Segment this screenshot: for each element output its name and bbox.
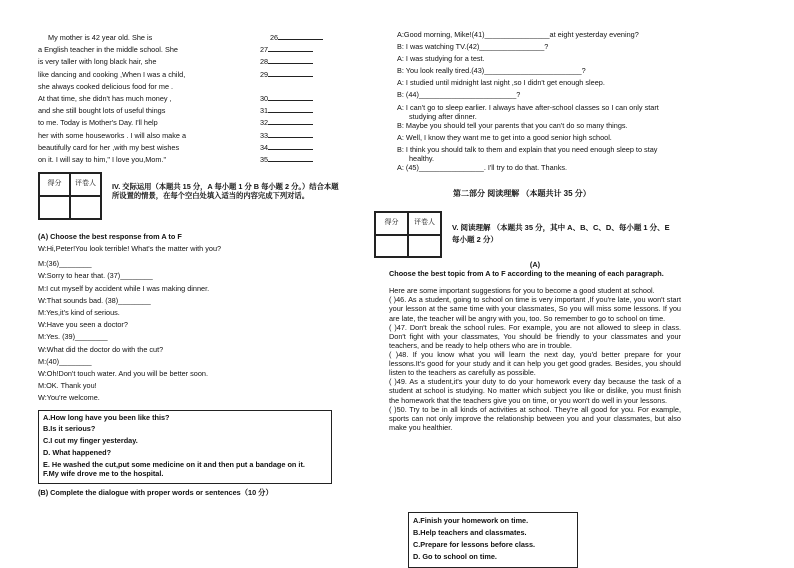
answer-line[interactable]: 32 — [260, 116, 356, 127]
answer-line[interactable]: 35 — [260, 153, 356, 164]
dialog-line: A: Well, I know they want me to get into a good senior high school. — [397, 132, 612, 142]
reading-paragraph[interactable]: ( )47. Don't break the school rules. For example, you are not allowed to sleep in class. Don't fight with your classmates, You should be friendly to your classmates and your teachers, and be ready to help others who are in trouble. — [389, 322, 681, 350]
answer-line[interactable]: 26 — [270, 31, 356, 42]
score-cell[interactable] — [39, 196, 70, 219]
score-label: 得分 — [375, 212, 408, 235]
score-label: 得分 — [39, 173, 70, 196]
dialog-line: A: I studied until midnight last night ,so I didn't get enough sleep. — [397, 78, 605, 88]
reading-a-label: (A) — [529, 260, 541, 269]
section-iv-content — [38, 232, 356, 497]
score-box — [374, 211, 442, 258]
dialog-line: W:You're welcome. — [38, 393, 100, 403]
option-item: D. What happened? — [43, 447, 112, 457]
dialog-line: W:Oh!Don't touch water. And you will be better soon. — [38, 368, 208, 378]
option-item: A.How long have you been like this? — [43, 412, 170, 422]
score-box — [38, 172, 102, 220]
passage-line — [38, 115, 356, 127]
left-column — [38, 30, 356, 164]
passage-line — [38, 91, 356, 103]
grader-cell[interactable] — [70, 196, 101, 219]
section-iv-title: IV. 交际运用（本题共 15 分，A 每小题 1 分 B 每小题 2 分。）结合本题所设置的情景，在每个空白处填入适当的内容完成下列对话。 — [112, 182, 339, 201]
passage-line — [38, 54, 356, 66]
grader-cell[interactable] — [408, 235, 441, 258]
dialog-line[interactable]: M:Yes. (39)________ — [38, 332, 108, 342]
option-item: F.My wife drove me to the hospital. — [43, 468, 164, 478]
option-item: A.Finish your homework on time. — [413, 516, 529, 525]
passage-text: she always cooked delicious food for me . — [38, 81, 174, 91]
reading-intro: Here are some important suggestions for you to become a good student at school. — [389, 286, 655, 296]
option-item: B.Help teachers and classmates. — [413, 528, 527, 537]
score-cell[interactable] — [375, 235, 408, 258]
passage-line — [38, 128, 356, 140]
part-a-heading: (A) Choose the best response from A to F — [38, 232, 182, 241]
dialog-line[interactable]: A:Good morning, Mike!(41)________________at eight yesterday evening? — [397, 30, 639, 39]
passage-text: At that time, she didn't has much money , — [38, 94, 172, 104]
passage-line — [38, 67, 356, 79]
dialog-line: W:What did the doctor do with the cut? — [38, 344, 164, 354]
passage-text: to me. Today is Mother's Day. I'll help — [38, 118, 158, 128]
part-b-heading: (B) Complete the dialogue with proper words or sentences（10 分） — [38, 487, 273, 497]
reading-paragraph[interactable]: ( )48. If you know what you will learn the next day, you'd better prepare for your lessons.It's good for your study and it can help you get good grades. Besides, you should listen to the teachers as carefully as possible. — [389, 349, 681, 378]
dialog-line[interactable]: B: (44)________________________? — [397, 90, 521, 100]
option-item: B.Is it serious? — [43, 424, 96, 434]
answer-line[interactable]: 27 — [260, 43, 356, 54]
answer-line[interactable]: 28 — [260, 55, 356, 66]
option-item: C.Prepare for lessons before class. — [413, 540, 536, 549]
passage-text: beautifully card for her ,with my best wishes — [38, 142, 180, 152]
dialog-line[interactable]: M:(40)________ — [38, 356, 92, 366]
passage-line — [38, 30, 356, 42]
passage-line — [38, 152, 356, 164]
reading-paragraph[interactable]: ( )50. Try to be in all kinds of activities at school. They're all good for you. For example, sports can not only improve the relationship between you and your classmates, but also make you healthier. — [389, 404, 681, 432]
dialog-line: B: I think you should talk to them and explain that you need enough sleep to stay healthy. — [397, 144, 658, 164]
passage-text: on it. I will say to him," I love you,Mom." — [38, 154, 167, 164]
dialog-line: B: Maybe you should tell your parents that you can't do so many things. — [397, 120, 628, 130]
right-column — [397, 30, 680, 175]
dialog-line: M:Yes,it's kind of serious. — [38, 308, 120, 318]
dialog-line[interactable]: W:That sounds bad. (38)________ — [38, 295, 151, 305]
reading-instruction: Choose the best topic from A to F according to the meaning of each paragraph. — [389, 269, 664, 279]
answer-line[interactable]: 30 — [260, 92, 356, 103]
answer-line[interactable]: 33 — [260, 129, 356, 140]
grader-label: 评卷人 — [70, 173, 101, 196]
passage-text: and she still bought lots of useful things — [38, 106, 166, 116]
option-item: C.I cut my finger yesterday. — [43, 436, 138, 446]
dialog-line[interactable]: B: You look really tired.(43)________________________? — [397, 66, 586, 76]
option-item: E. He washed the cut,put some medicine on it and then put a bandage on it. — [43, 459, 305, 469]
part-two-title: 第二部分 阅读理解 （本题共计 35 分） — [453, 189, 591, 198]
passage-text: like dancing and cooking ,When I was a child, — [38, 69, 186, 79]
section-v-content — [389, 260, 681, 432]
passage-line — [38, 79, 356, 91]
passage-block — [38, 30, 356, 164]
options-box — [38, 410, 332, 484]
dialog-line: W:Have you seen a doctor? — [38, 320, 128, 330]
dialog-line: W:Hi,Peter!You look terrible! What's the matter with you? — [38, 244, 222, 254]
dialog-line: A: I can't go to sleep earlier. I always have after-school classes so I can only start studying after dinner. — [397, 102, 659, 121]
dialog-line[interactable]: M:(36)________ — [38, 259, 92, 269]
passage-line — [38, 103, 356, 115]
grader-label: 评卷人 — [408, 212, 441, 235]
reading-paragraph[interactable]: ( )49. As a student,it's your duty to do your homework every day because the task of a student at school is studying. No matter which subject you like or dislike, you must finish the homework that the teachers give you on time, or you won't do well in your lessons. — [389, 377, 681, 405]
option-item: D. Go to school on time. — [413, 552, 497, 561]
reading-paragraph[interactable]: ( )46. As a student, going to school on time is very important ,If you're late, you won't start your lesson at the same time with your classmates, So you will miss some lessons. If you are late, the teacher will be angry with you, too. So remember to go to school on time. — [389, 295, 681, 323]
passage-text: a English teacher in the middle school. She — [38, 45, 178, 55]
section-v-title: V. 阅读理解 （本题共 35 分，其中 A、B、C、D、每小题 1 分、E 每小题 2 分） — [452, 223, 670, 244]
passage-text: is very taller with long black hair, she — [38, 57, 157, 67]
dialog-line: A: I was studying for a test. — [397, 54, 485, 64]
answer-line[interactable]: 34 — [260, 141, 356, 152]
dialog-line[interactable]: B: I was watching TV.(42)________________? — [397, 42, 549, 52]
passage-text: her with some houseworks . I will also make a — [38, 130, 187, 140]
passage-text: My mother is 42 year old. She is — [48, 33, 153, 43]
dialog-line[interactable]: W:Sorry to hear that. (37)________ — [38, 271, 153, 281]
dialog-line[interactable]: A: (45)________________. I'll try to do that. Thanks. — [397, 163, 568, 173]
answer-line[interactable]: 29 — [260, 68, 356, 79]
answer-line[interactable]: 31 — [260, 104, 356, 115]
passage-line — [38, 42, 356, 54]
dialog-line: M:OK. Thank you! — [38, 381, 97, 391]
dialog-line: M:I cut myself by accident while I was making dinner. — [38, 283, 210, 293]
passage-line — [38, 140, 356, 152]
